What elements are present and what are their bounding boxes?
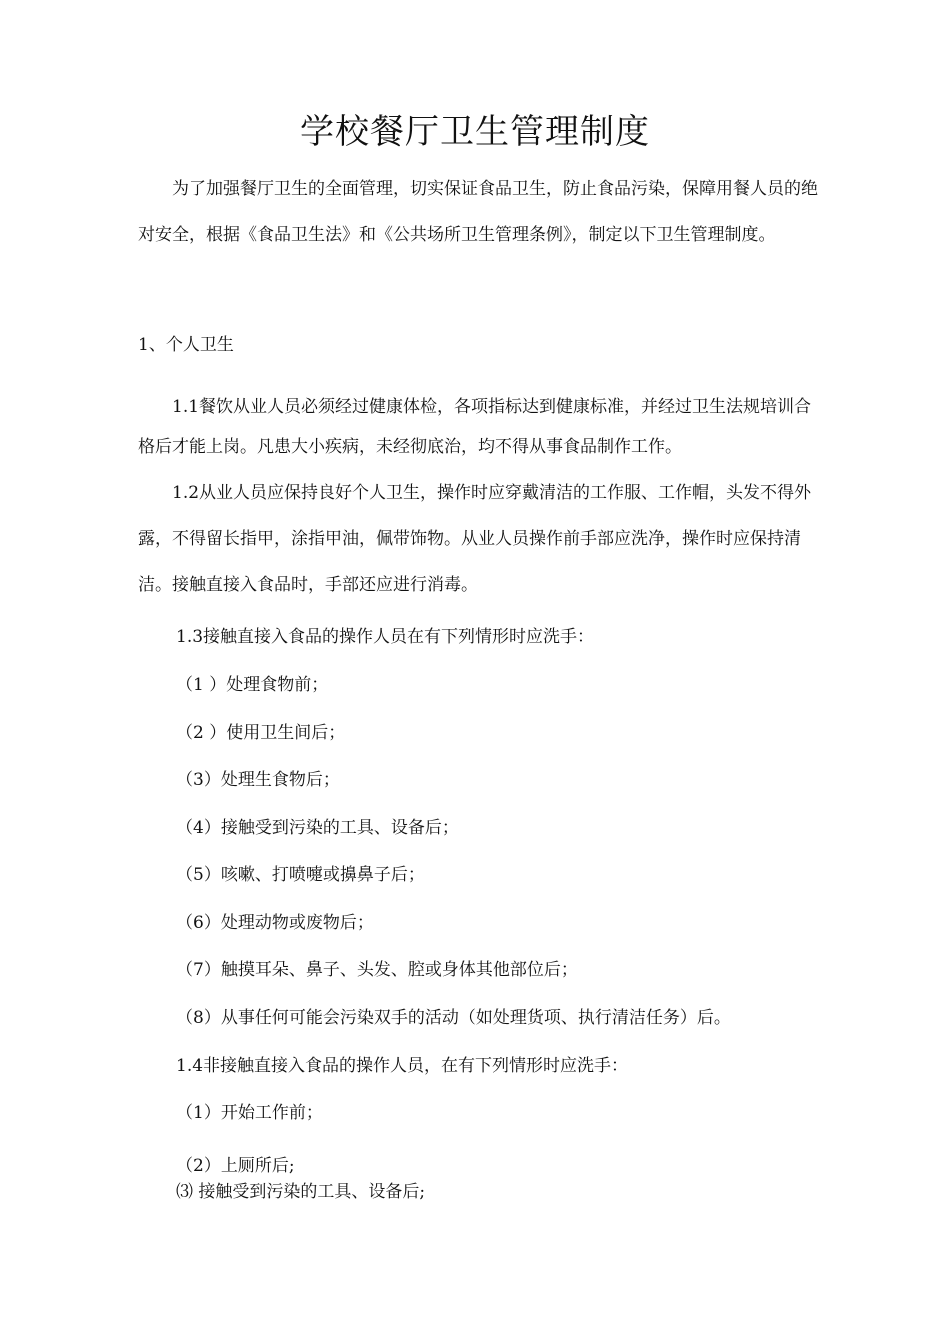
item-1-1-paragraph: 1.1餐饮从业人员必须经过健康体检，各项指标达到健康标准，并经过卫生法规培训合格后才能上岗。凡患大小疾病，未经彻底治，均不得从事食品制作工作。: [138, 397, 812, 457]
list-item: （4）接触受到污染的工具、设备后；: [176, 818, 459, 838]
list-item: （1）开始工作前；: [176, 1103, 323, 1123]
list-item: （3）处理生食物后；: [176, 770, 340, 790]
list-item: （7）触摸耳朵、鼻子、头发、腔或身体其他部位后；: [176, 960, 578, 980]
list-item: ⑶ 接触受到污染的工具、设备后;: [176, 1182, 426, 1202]
list-item: （6）处理动物或废物后；: [176, 913, 374, 933]
intro-paragraph: 为了加强餐厅卫生的全面管理，切实保证食品卫生，防止食品污染，保障用餐人员的绝对安全，根据《食品卫生法》和《公共场所卫生管理条例》，制定以下卫生管理制度。: [138, 179, 818, 245]
list-item: （2 ）使用卫生间后；: [176, 723, 346, 743]
item-1-2-paragraph: 1.2从业人员应保持良好个人卫生，操作时应穿戴清洁的工作服、工作帽，头发不得外露，不得留长指甲，涂指甲油，佩带饰物。从业人员操作前手部应洗净，操作时应保持清洁。接触直接入食品时，手部还应进行消毒。: [138, 483, 812, 595]
section-heading-personal-hygiene: 1、个人卫生: [138, 335, 234, 355]
list-item: （8）从事任何可能会污染双手的活动（如处理货项、执行清洁任务）后。: [176, 1008, 731, 1028]
item-1-4-heading: 1.4非接触直接入食品的操作人员，在有下列情形时应洗手：: [176, 1056, 629, 1076]
list-item: （5）咳嗽、打喷嚏或擤鼻子后；: [176, 865, 425, 885]
list-item: （1 ）处理食物前；: [176, 675, 329, 695]
document-title: 学校餐厅卫生管理制度: [300, 112, 650, 152]
item-1-3-heading: 1.3接触直接入食品的操作人员在有下列情形时应洗手：: [176, 627, 595, 647]
list-item: （2）上厕所后;: [176, 1156, 295, 1176]
